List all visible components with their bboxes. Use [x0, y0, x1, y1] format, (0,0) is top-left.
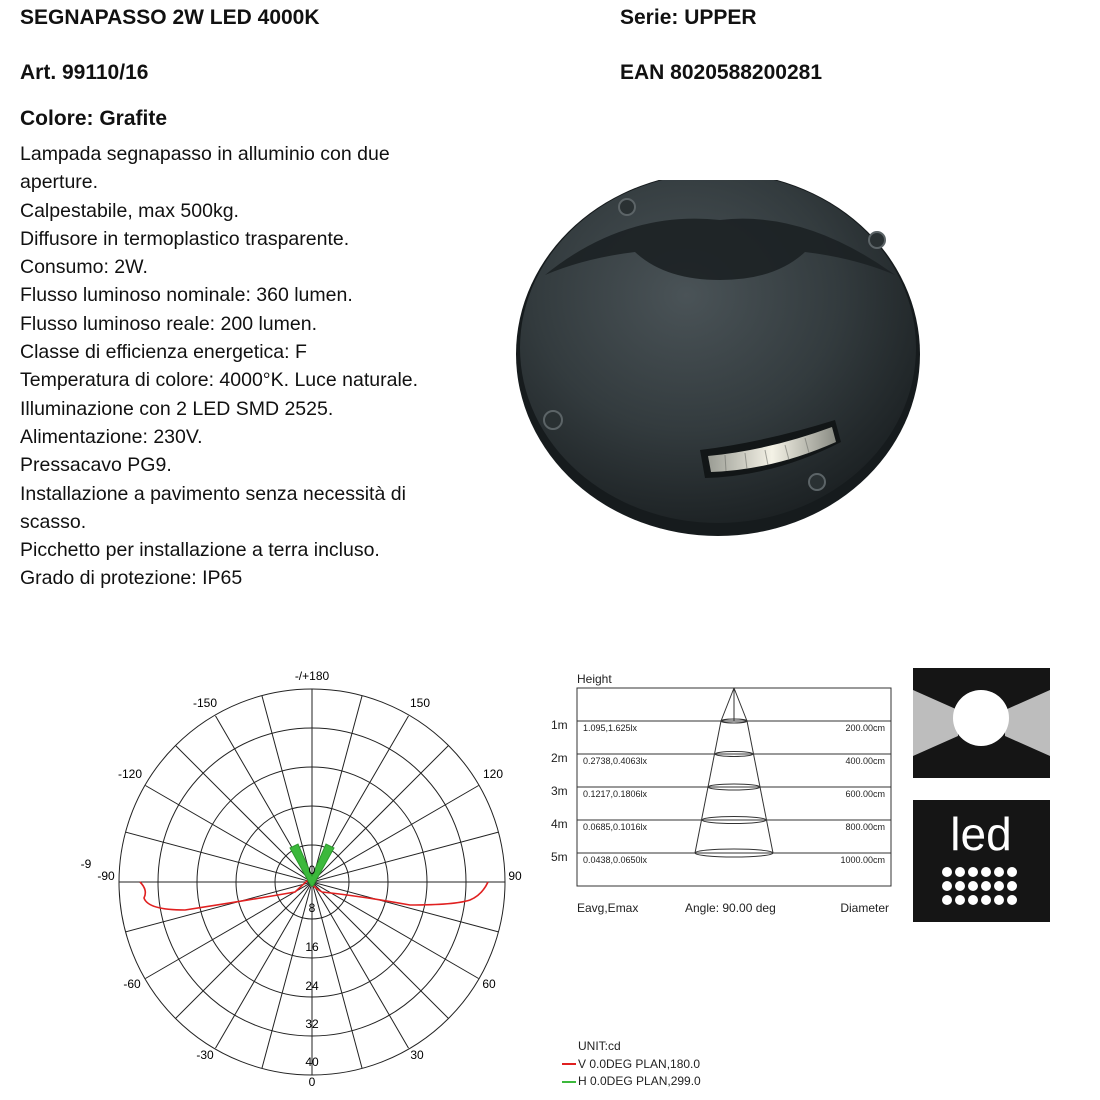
footer-angle: Angle: 90.00 deg [685, 901, 776, 915]
height-value: 3m [551, 784, 568, 798]
description-line: Calpestabile, max 500kg. [20, 199, 239, 222]
description-line: Installazione a pavimento senza necessità di [20, 482, 406, 505]
description-line: aperture. [20, 171, 99, 194]
footer-eavg: Eavg,Emax [577, 901, 639, 915]
height-value: 4m [551, 817, 568, 831]
description-line: Illuminazione con 2 LED SMD 2525. [20, 397, 334, 420]
polar-diagram [60, 660, 550, 1100]
lux-value: 0.0685,0.1016lx [583, 822, 648, 832]
lux-value: 0.1217,0.1806lx [583, 789, 648, 799]
height-value: 2m [551, 751, 568, 765]
product-title: SEGNAPASSO 2W LED 4000K [20, 6, 320, 29]
angle-label: -30 [196, 1048, 214, 1062]
article-number: Art. 99110/16 [20, 61, 149, 84]
description-line: Flusso luminoso reale: 200 lumen. [20, 312, 317, 335]
product-photo [505, 180, 935, 550]
angle-label: 150 [409, 696, 431, 710]
product-description [20, 140, 490, 593]
radial-label: 16 [305, 940, 319, 954]
height-value: 5m [551, 850, 568, 864]
height-label: Height [577, 672, 612, 686]
angle-label: -150 [192, 696, 218, 710]
angle-label: 60 [482, 977, 496, 991]
description-line: Grado di protezione: IP65 [20, 567, 243, 590]
diameter-value: 600.00cm [845, 789, 885, 799]
led-text: led [950, 808, 1012, 860]
radial-label: 40 [305, 1055, 319, 1069]
footer-diameter: Diameter [840, 901, 889, 915]
v-legend-label: V 0.0DEG PLAN,180.0 [578, 1057, 701, 1071]
diameter-value: 1000.00cm [840, 855, 885, 865]
angle-label: 30 [410, 1048, 424, 1062]
description-line: scasso. [20, 510, 87, 533]
description-line: Classe di efficienza energetica: F [20, 341, 307, 364]
series-label: Serie: UPPER [620, 6, 757, 29]
description-line: Diffusore in termoplastico trasparente. [20, 227, 350, 250]
description-line: Flusso luminoso nominale: 360 lumen. [20, 284, 353, 307]
diameter-value: 400.00cm [845, 756, 885, 766]
lux-value: 0.2738,0.4063lx [583, 756, 648, 766]
radial-label: 8 [308, 901, 316, 915]
diameter-value: 200.00cm [845, 723, 885, 733]
beam-pattern-icon [913, 668, 1050, 778]
led-icon [913, 800, 1050, 922]
lux-value: 1.095,1.625lx [583, 723, 638, 733]
illuminance-cone-table [545, 665, 900, 920]
description-line: Lampada segnapasso in alluminio con due [20, 143, 390, 165]
description-line: Temperatura di colore: 4000°K. Luce naturale. [20, 369, 419, 392]
radial-label: 0 [308, 863, 316, 877]
h-legend-label: H 0.0DEG PLAN,299.0 [578, 1074, 701, 1088]
diameter-value: 800.00cm [845, 822, 885, 832]
radial-label: 24 [305, 979, 319, 993]
unit-label: UNIT:cd [578, 1039, 621, 1053]
lux-value: 0.0438,0.0650lx [583, 855, 648, 865]
angle-label: 90 [508, 869, 522, 883]
color-label: Colore: Grafite [20, 107, 168, 130]
angle-label: -9 [80, 857, 92, 871]
angle-label: -60 [123, 977, 141, 991]
angle-label: -/+180 [294, 669, 330, 683]
description-line: Pressacavo PG9. [20, 454, 172, 477]
angle-label: -90 [97, 869, 115, 883]
height-value: 1m [551, 718, 568, 732]
angle-label: 120 [482, 767, 504, 781]
ean-code: EAN 8020588200281 [620, 61, 823, 84]
description-line: Consumo: 2W. [20, 256, 148, 279]
description-line: Alimentazione: 230V. [20, 425, 203, 448]
angle-label: 0 [308, 1075, 316, 1089]
angle-label: -120 [117, 767, 143, 781]
curve-legend [560, 1036, 800, 1092]
description-line: Picchetto per installazione a terra incluso. [20, 539, 380, 562]
radial-label: 32 [305, 1017, 319, 1031]
